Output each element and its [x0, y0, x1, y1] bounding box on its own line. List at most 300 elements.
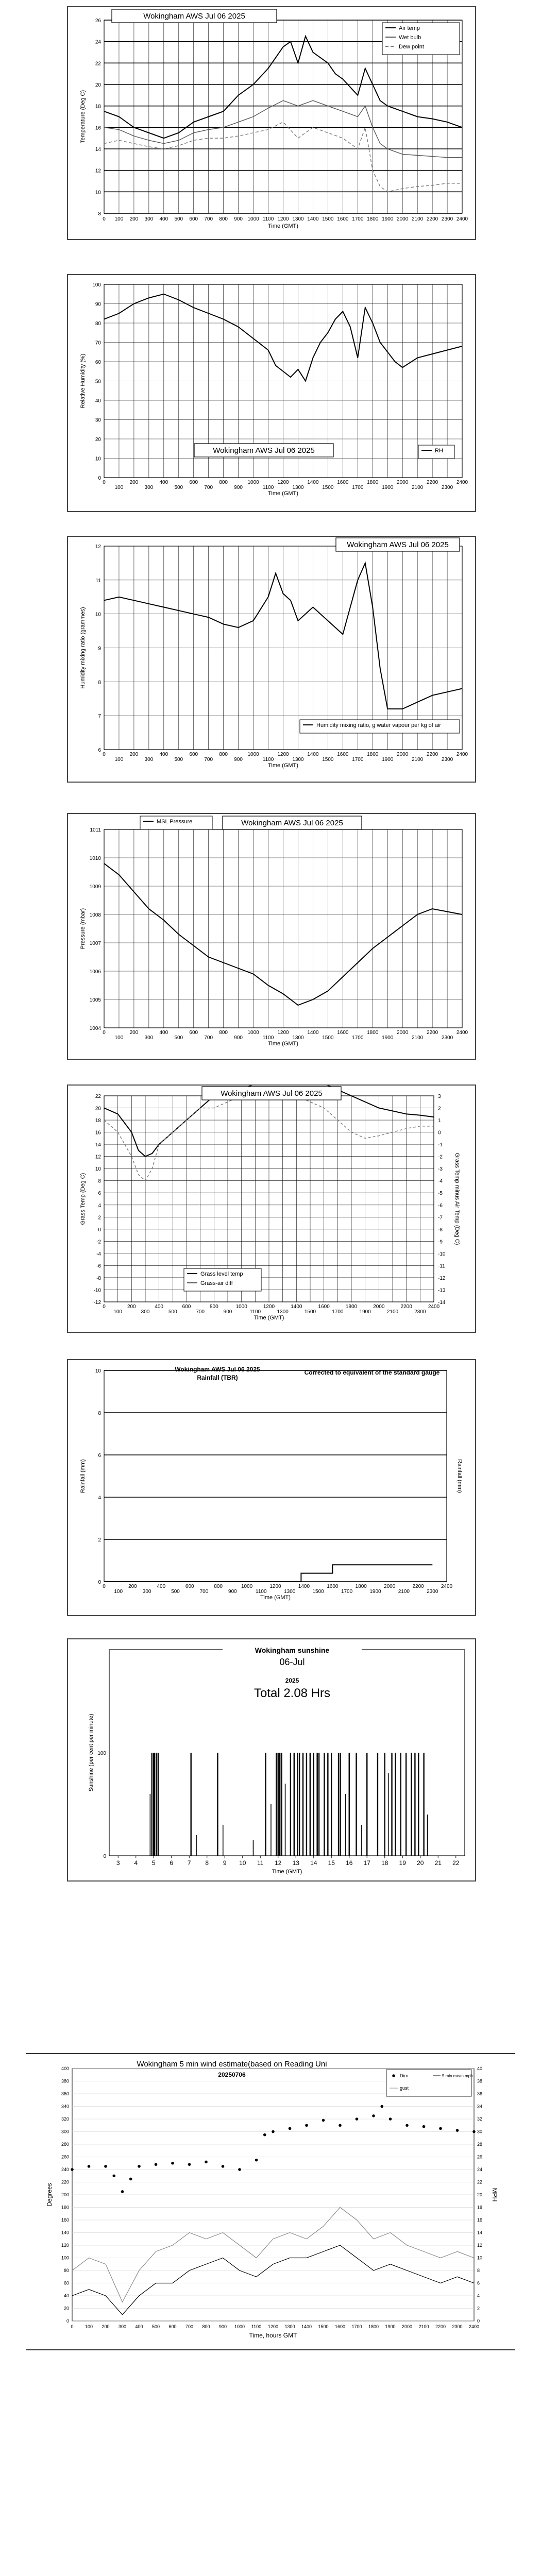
- x-tick-label: 900: [234, 757, 243, 762]
- y2-tick-label: 18: [477, 2205, 483, 2210]
- x-tick-label: 2200: [426, 480, 438, 485]
- x-tick-label: 0: [103, 1304, 106, 1310]
- x-tick-label: 2000: [397, 480, 409, 485]
- y-tick-label: 8: [98, 680, 101, 686]
- y-tick-label: 1009: [89, 884, 101, 890]
- y-tick-label: 30: [95, 417, 101, 423]
- y-tick-label: 6: [98, 1453, 101, 1459]
- x-tick-label: 2100: [412, 216, 424, 222]
- x-tick-label: 2400: [456, 752, 468, 757]
- x-tick-label: 100: [114, 1035, 124, 1041]
- x-tick-label: 900: [234, 1035, 243, 1041]
- x-tick-label: 2300: [414, 1309, 426, 1315]
- y-axis-label: Humidity mixing ratio (grammes): [80, 607, 86, 689]
- x-tick-label: 2000: [397, 216, 409, 222]
- chart-year: 2025: [285, 1677, 299, 1684]
- x-tick-label: 900: [223, 1309, 232, 1315]
- x-axis-label: Time (GMT): [268, 223, 298, 229]
- y-tick-label: 240: [61, 2167, 69, 2172]
- wind-dir-point: [356, 2117, 359, 2121]
- x-tick-label: 200: [129, 752, 139, 757]
- x-tick-label: 12: [275, 1859, 282, 1867]
- wind-dir-point: [188, 2163, 191, 2166]
- x-tick-label: 2200: [426, 216, 438, 222]
- x-tick-label: 1100: [256, 1589, 267, 1595]
- x-tick-label: 1100: [262, 757, 274, 762]
- wind-dir-point: [112, 2174, 115, 2177]
- separator-line-bottom: [26, 2349, 515, 2350]
- x-tick-label: 1700: [352, 216, 364, 222]
- x-tick-label: 1000: [235, 1304, 247, 1310]
- y2-tick-label: 2: [438, 1106, 441, 1112]
- x-tick-label: 1900: [385, 2324, 396, 2329]
- y-tick-label: 180: [61, 2205, 69, 2210]
- y-tick-label: 20: [95, 82, 101, 88]
- y-tick-label: -10: [93, 1287, 101, 1294]
- x-tick-label: 100: [114, 485, 124, 490]
- chart-total: Total 2.08 Hrs: [253, 1686, 331, 1700]
- wind-dir-point: [305, 2124, 308, 2127]
- x-tick-label: 1400: [301, 2324, 312, 2329]
- chart-subtitle: 20250706: [218, 2071, 246, 2078]
- y-tick-label: 360: [61, 2091, 69, 2096]
- x-tick-label: 700: [204, 216, 213, 222]
- y2-tick-label: 32: [477, 2116, 483, 2122]
- x-tick-label: 2400: [441, 1584, 453, 1589]
- y-tick-label: 60: [95, 360, 101, 365]
- x-tick-label: 13: [292, 1859, 299, 1867]
- x-tick-label: 800: [219, 752, 228, 757]
- y2-tick-label: 16: [477, 2217, 483, 2223]
- x-tick-label: 7: [187, 1859, 191, 1867]
- y-tick-label: 20: [63, 2306, 69, 2311]
- wind-dir-point: [255, 2159, 258, 2162]
- x-tick-label: 1400: [307, 480, 319, 485]
- y2-tick-label: 40: [477, 2066, 483, 2071]
- x-tick-label: 1900: [382, 216, 394, 222]
- x-tick-label: 700: [204, 485, 213, 490]
- x-tick-label: 11: [257, 1859, 264, 1867]
- y2-tick-label: -5: [438, 1191, 443, 1197]
- x-tick-label: 1500: [322, 485, 334, 490]
- x-tick-label: 1800: [367, 216, 379, 222]
- x-tick-label: 900: [218, 2324, 227, 2329]
- x-tick-label: 800: [209, 1304, 218, 1310]
- x-tick-label: 16: [346, 1859, 353, 1867]
- x-tick-label: 19: [399, 1859, 406, 1867]
- x-tick-label: 1000: [247, 752, 259, 757]
- y2-axis-label: Rainfall (mm): [457, 1459, 463, 1493]
- y2-tick-label: 34: [477, 2104, 483, 2109]
- x-tick-label: 800: [202, 2324, 210, 2329]
- wind-dir-point: [155, 2163, 158, 2166]
- x-tick-label: 1900: [382, 757, 394, 762]
- x-tick-label: 1800: [367, 752, 379, 757]
- y-tick-label: 40: [95, 398, 101, 404]
- wind-dir-point: [121, 2190, 124, 2193]
- x-tick-label: 600: [189, 752, 198, 757]
- wind-dir-point: [263, 2133, 266, 2137]
- x-tick-label: 10: [239, 1859, 246, 1867]
- chart-panel-rainfall: [67, 1359, 476, 1616]
- y-tick-label: 40: [63, 2293, 69, 2298]
- x-tick-label: 1000: [247, 1030, 259, 1036]
- x-tick-label: 1400: [307, 1030, 319, 1036]
- y-tick-label: 340: [61, 2104, 69, 2109]
- legend-label: Dew point: [399, 44, 424, 50]
- x-tick-label: 400: [135, 2324, 143, 2329]
- y2-tick-label: -6: [438, 1202, 443, 1209]
- legend-label: Grass-air diff: [200, 1280, 233, 1286]
- y-tick-label: 6: [98, 1191, 101, 1197]
- x-tick-label: 1200: [277, 752, 289, 757]
- x-tick-label: 1100: [249, 1309, 261, 1315]
- x-tick-label: 200: [129, 1030, 139, 1036]
- chart-title: Wokingham 5 min wind estimate(based on Reading Uni: [137, 2060, 327, 2069]
- y2-tick-label: -8: [438, 1227, 443, 1233]
- y2-tick-label: -4: [438, 1178, 443, 1184]
- x-tick-label: 5: [151, 1859, 156, 1867]
- x-tick-label: 200: [102, 2324, 110, 2329]
- y2-tick-label: 28: [477, 2142, 483, 2147]
- wind-dir-point: [205, 2161, 208, 2164]
- chart-panel-pressure: [67, 813, 476, 1060]
- y2-tick-label: -10: [438, 1251, 446, 1257]
- x-tick-label: 1700: [352, 1035, 364, 1041]
- y-tick-label: 14: [95, 147, 101, 152]
- wind-dir-point: [439, 2127, 442, 2130]
- x-tick-label: 17: [363, 1859, 370, 1867]
- x-tick-label: 100: [114, 1589, 123, 1595]
- x-tick-label: 1400: [298, 1584, 310, 1589]
- x-tick-label: 200: [129, 216, 139, 222]
- x-tick-label: 1400: [291, 1304, 302, 1310]
- x-tick-label: 1800: [367, 1030, 379, 1036]
- x-tick-label: 300: [142, 1589, 151, 1595]
- x-tick-label: 21: [434, 1859, 442, 1867]
- y-tick-label: 4: [98, 1495, 101, 1501]
- wind-dir-point: [372, 2114, 375, 2117]
- x-axis-label: Time (GMT): [260, 1595, 291, 1601]
- y-tick-label: 6: [98, 748, 101, 753]
- y-tick-label: 2: [98, 1537, 101, 1543]
- x-tick-label: 2300: [441, 757, 453, 762]
- x-tick-label: 1800: [345, 1304, 358, 1310]
- wind-dir-point: [322, 2119, 325, 2122]
- x-tick-label: 1100: [262, 216, 274, 222]
- y2-tick-label: 22: [477, 2179, 483, 2185]
- x-tick-label: 100: [114, 757, 124, 762]
- x-tick-label: 2100: [398, 1589, 410, 1595]
- y-tick-label: 11: [95, 578, 101, 584]
- y-tick-label: 1007: [89, 941, 101, 946]
- y-axis-label: Temperature (Deg C): [80, 90, 86, 144]
- wind-dir-point: [129, 2178, 132, 2181]
- chart-panel-wind: [31, 2058, 515, 2347]
- x-tick-label: 200: [127, 1304, 136, 1310]
- y-tick-label: 140: [61, 2230, 69, 2235]
- x-tick-label: 500: [174, 757, 183, 762]
- legend-swatch: [392, 2074, 395, 2077]
- x-tick-label: 2000: [397, 1030, 409, 1036]
- y-tick-label: 20: [95, 437, 101, 443]
- x-tick-label: 2300: [441, 1035, 453, 1041]
- x-tick-label: 100: [113, 1309, 123, 1315]
- sunshine-chart: [68, 1639, 475, 1880]
- x-tick-label: 700: [185, 2324, 194, 2329]
- x-tick-label: 1100: [262, 1035, 274, 1041]
- y-tick-label: 100: [92, 282, 101, 288]
- x-tick-label: 1200: [267, 2324, 279, 2329]
- wind-dir-point: [222, 2165, 225, 2168]
- x-tick-label: 900: [234, 485, 243, 490]
- x-tick-label: 2300: [452, 2324, 463, 2329]
- x-tick-label: 0: [103, 752, 106, 757]
- x-tick-label: 500: [168, 1309, 177, 1315]
- x-tick-label: 0: [103, 1584, 106, 1589]
- x-tick-label: 1000: [247, 216, 259, 222]
- y2-tick-label: -7: [438, 1215, 443, 1221]
- y-tick-label: 400: [61, 2066, 69, 2071]
- x-tick-label: 300: [144, 757, 154, 762]
- y-tick-label: 8: [98, 1411, 101, 1416]
- y2-tick-label: -14: [438, 1300, 446, 1306]
- separator-line: [26, 2053, 515, 2054]
- x-tick-label: 500: [174, 216, 183, 222]
- x-tick-label: 1300: [284, 1589, 296, 1595]
- wind-dir-point: [380, 2105, 383, 2108]
- humidity-chart: [68, 275, 475, 511]
- x-tick-label: 1900: [359, 1309, 371, 1315]
- legend-label: Air temp: [399, 25, 420, 31]
- temperature-chart: [68, 7, 475, 239]
- x-tick-label: 800: [219, 1030, 228, 1036]
- wind-dir-point: [171, 2162, 174, 2165]
- x-tick-label: 800: [214, 1584, 223, 1589]
- x-tick-label: 1200: [263, 1304, 275, 1310]
- chart-title: Wokingham AWS Jul 06 2025: [213, 446, 315, 455]
- wind-chart: [31, 2058, 515, 2347]
- x-tick-label: 2400: [456, 216, 468, 222]
- x-tick-label: 600: [182, 1304, 191, 1310]
- y2-tick-label: 3: [438, 1094, 441, 1099]
- x-tick-label: 1100: [251, 2324, 262, 2329]
- x-tick-label: 1000: [241, 1584, 253, 1589]
- chart-note: Corrected to equivalent of the standard gauge: [304, 1369, 440, 1376]
- legend-label: gust: [400, 2086, 409, 2091]
- x-tick-label: 22: [452, 1859, 460, 1867]
- x-tick-label: 2400: [456, 480, 468, 485]
- x-tick-label: 0: [103, 480, 106, 485]
- wind-dir-point: [456, 2129, 459, 2132]
- chart-subtitle: Rainfall (TBR): [197, 1374, 238, 1381]
- y2-tick-label: 8: [477, 2268, 480, 2273]
- x-tick-label: 1900: [382, 485, 394, 490]
- y-tick-label: 1006: [89, 969, 101, 975]
- x-tick-label: 600: [189, 216, 198, 222]
- y-tick-label: 300: [61, 2129, 69, 2134]
- x-tick-label: 200: [128, 1584, 137, 1589]
- x-tick-label: 1600: [337, 1030, 349, 1036]
- y-tick-label: 60: [63, 2280, 69, 2286]
- x-tick-label: 2200: [435, 2324, 446, 2329]
- x-tick-label: 300: [144, 1035, 154, 1041]
- x-tick-label: 1000: [234, 2324, 245, 2329]
- x-tick-label: 2200: [426, 752, 438, 757]
- x-tick-label: 700: [196, 1309, 205, 1315]
- x-tick-label: 2100: [412, 757, 424, 762]
- x-tick-label: 400: [159, 1030, 168, 1036]
- y-axis-label: Rainfall (mm): [80, 1459, 86, 1493]
- chart-panel-sunshine: [67, 1638, 476, 1882]
- chart-title: Wokingham sunshine: [255, 1646, 330, 1654]
- y2-tick-label: 38: [477, 2078, 483, 2084]
- x-tick-label: 1900: [369, 1589, 381, 1595]
- x-tick-label: 400: [155, 1304, 164, 1310]
- x-tick-label: 3: [116, 1859, 120, 1867]
- x-tick-label: 100: [84, 2324, 93, 2329]
- x-tick-label: 1100: [262, 485, 274, 490]
- y-tick-label: -6: [96, 1263, 101, 1269]
- y2-tick-label: 4: [477, 2293, 480, 2298]
- y-tick-label: 10: [95, 612, 101, 618]
- x-tick-label: 1300: [292, 216, 304, 222]
- x-tick-label: 1500: [304, 1309, 316, 1315]
- x-axis-label: Time (GMT): [268, 1041, 298, 1047]
- x-tick-label: 500: [171, 1589, 180, 1595]
- y2-tick-label: -3: [438, 1166, 443, 1173]
- y-axis-label: Grass Temp (Deg C): [80, 1173, 86, 1225]
- y2-tick-label: 6: [477, 2280, 480, 2286]
- y2-tick-label: 12: [477, 2243, 483, 2248]
- x-tick-label: 500: [151, 2324, 160, 2329]
- legend-label: Grass level temp: [200, 1271, 243, 1277]
- y2-tick-label: 0: [477, 2318, 480, 2324]
- x-tick-label: 2100: [418, 2324, 429, 2329]
- y2-tick-label: -13: [438, 1287, 446, 1294]
- y-tick-label: 7: [98, 714, 101, 720]
- y-tick-label: 100: [61, 2255, 69, 2261]
- y2-tick-label: 1: [438, 1118, 441, 1124]
- x-tick-label: 2400: [468, 2324, 480, 2329]
- y-tick-label: 70: [95, 340, 101, 346]
- y-tick-label: 8: [98, 211, 101, 217]
- x-tick-label: 1800: [368, 2324, 379, 2329]
- wind-dir-point: [472, 2130, 476, 2133]
- legend-label: 5 min mean mph: [442, 2074, 473, 2078]
- x-tick-label: 600: [189, 480, 198, 485]
- y-tick-label: 120: [61, 2243, 69, 2248]
- x-tick-label: 700: [199, 1589, 209, 1595]
- y-tick-label: 12: [95, 168, 101, 174]
- y-tick-label: 320: [61, 2116, 69, 2122]
- x-axis-label: Time (GMT): [268, 490, 298, 497]
- x-tick-label: 1500: [318, 2324, 329, 2329]
- y-tick-label: 0: [103, 1854, 106, 1859]
- grass-temp-chart: [68, 1086, 475, 1332]
- x-tick-label: 1200: [277, 216, 289, 222]
- x-tick-label: 1200: [277, 480, 289, 485]
- y-tick-label: 260: [61, 2154, 69, 2160]
- y-tick-label: 90: [95, 301, 101, 308]
- x-tick-label: 0: [103, 216, 106, 222]
- wind-dir-point: [289, 2127, 292, 2130]
- x-tick-label: 1300: [284, 2324, 295, 2329]
- x-tick-label: 2300: [441, 216, 453, 222]
- y-tick-label: 9: [98, 646, 101, 652]
- x-tick-label: 2000: [401, 2324, 413, 2329]
- y-tick-label: 12: [95, 1154, 101, 1160]
- chart-panel-grass-temp: [67, 1084, 476, 1333]
- x-tick-label: 4: [134, 1859, 138, 1867]
- y-tick-label: 220: [61, 2179, 69, 2185]
- x-tick-label: 2400: [428, 1304, 440, 1310]
- plot-area: [104, 1370, 447, 1582]
- chart-panel-temperature: [67, 6, 476, 240]
- y-tick-label: 16: [95, 125, 101, 131]
- x-tick-label: 1700: [352, 757, 364, 762]
- y-tick-label: 22: [95, 61, 101, 67]
- chart-title: Wokingham AWS Jul 06 2025: [143, 12, 245, 21]
- y2-axis-label: MPH: [491, 2188, 498, 2202]
- x-tick-label: 900: [228, 1589, 237, 1595]
- pressure-chart: [68, 814, 475, 1059]
- x-tick-label: 800: [219, 216, 228, 222]
- x-tick-label: 1600: [318, 1304, 330, 1310]
- y2-tick-label: 26: [477, 2154, 483, 2160]
- x-tick-label: 700: [204, 1035, 213, 1041]
- x-tick-label: 20: [417, 1859, 424, 1867]
- x-tick-label: 1400: [307, 752, 319, 757]
- y-axis-label: Relative Humidity (%): [80, 353, 86, 409]
- x-tick-label: 2100: [412, 485, 424, 490]
- x-tick-label: 1300: [292, 1035, 304, 1041]
- y-tick-label: 20: [95, 1106, 101, 1112]
- x-tick-label: 1300: [292, 485, 304, 490]
- x-tick-label: 1700: [351, 2324, 362, 2329]
- x-tick-label: 600: [168, 2324, 177, 2329]
- y2-tick-label: -2: [438, 1154, 443, 1160]
- x-tick-label: 9: [223, 1859, 227, 1867]
- y-tick-label: 280: [61, 2142, 69, 2147]
- y2-tick-label: 24: [477, 2167, 483, 2172]
- x-tick-label: 1600: [337, 216, 349, 222]
- x-tick-label: 2000: [373, 1304, 385, 1310]
- chart-title: Wokingham AWS Jul 06 2025: [175, 1366, 260, 1373]
- wind-dir-point: [238, 2168, 241, 2171]
- y-tick-label: -8: [96, 1275, 101, 1281]
- wind-dir-point: [71, 2168, 74, 2171]
- y-tick-label: -2: [96, 1239, 101, 1245]
- x-tick-label: 400: [159, 752, 168, 757]
- y-tick-label: 26: [95, 18, 101, 24]
- x-axis-label: Time (GMT): [253, 1315, 284, 1321]
- y-tick-label: -12: [93, 1300, 101, 1306]
- x-tick-label: 200: [129, 480, 139, 485]
- y-tick-label: 80: [63, 2268, 69, 2273]
- y-tick-label: 0: [66, 2318, 69, 2324]
- x-axis-label: Time (GMT): [268, 762, 298, 769]
- x-axis-label: Time, hours GMT: [249, 2332, 297, 2339]
- y-axis-label: Pressure (mbar): [80, 908, 86, 950]
- wind-dir-point: [339, 2124, 342, 2127]
- x-tick-label: 600: [185, 1584, 194, 1589]
- x-axis-label: Time (GMT): [272, 1869, 302, 1875]
- chart-title: Wokingham AWS Jul 06 2025: [221, 1089, 323, 1098]
- wind-dir-point: [422, 2125, 426, 2128]
- y-tick-label: 24: [95, 39, 101, 45]
- x-tick-label: 1500: [322, 757, 334, 762]
